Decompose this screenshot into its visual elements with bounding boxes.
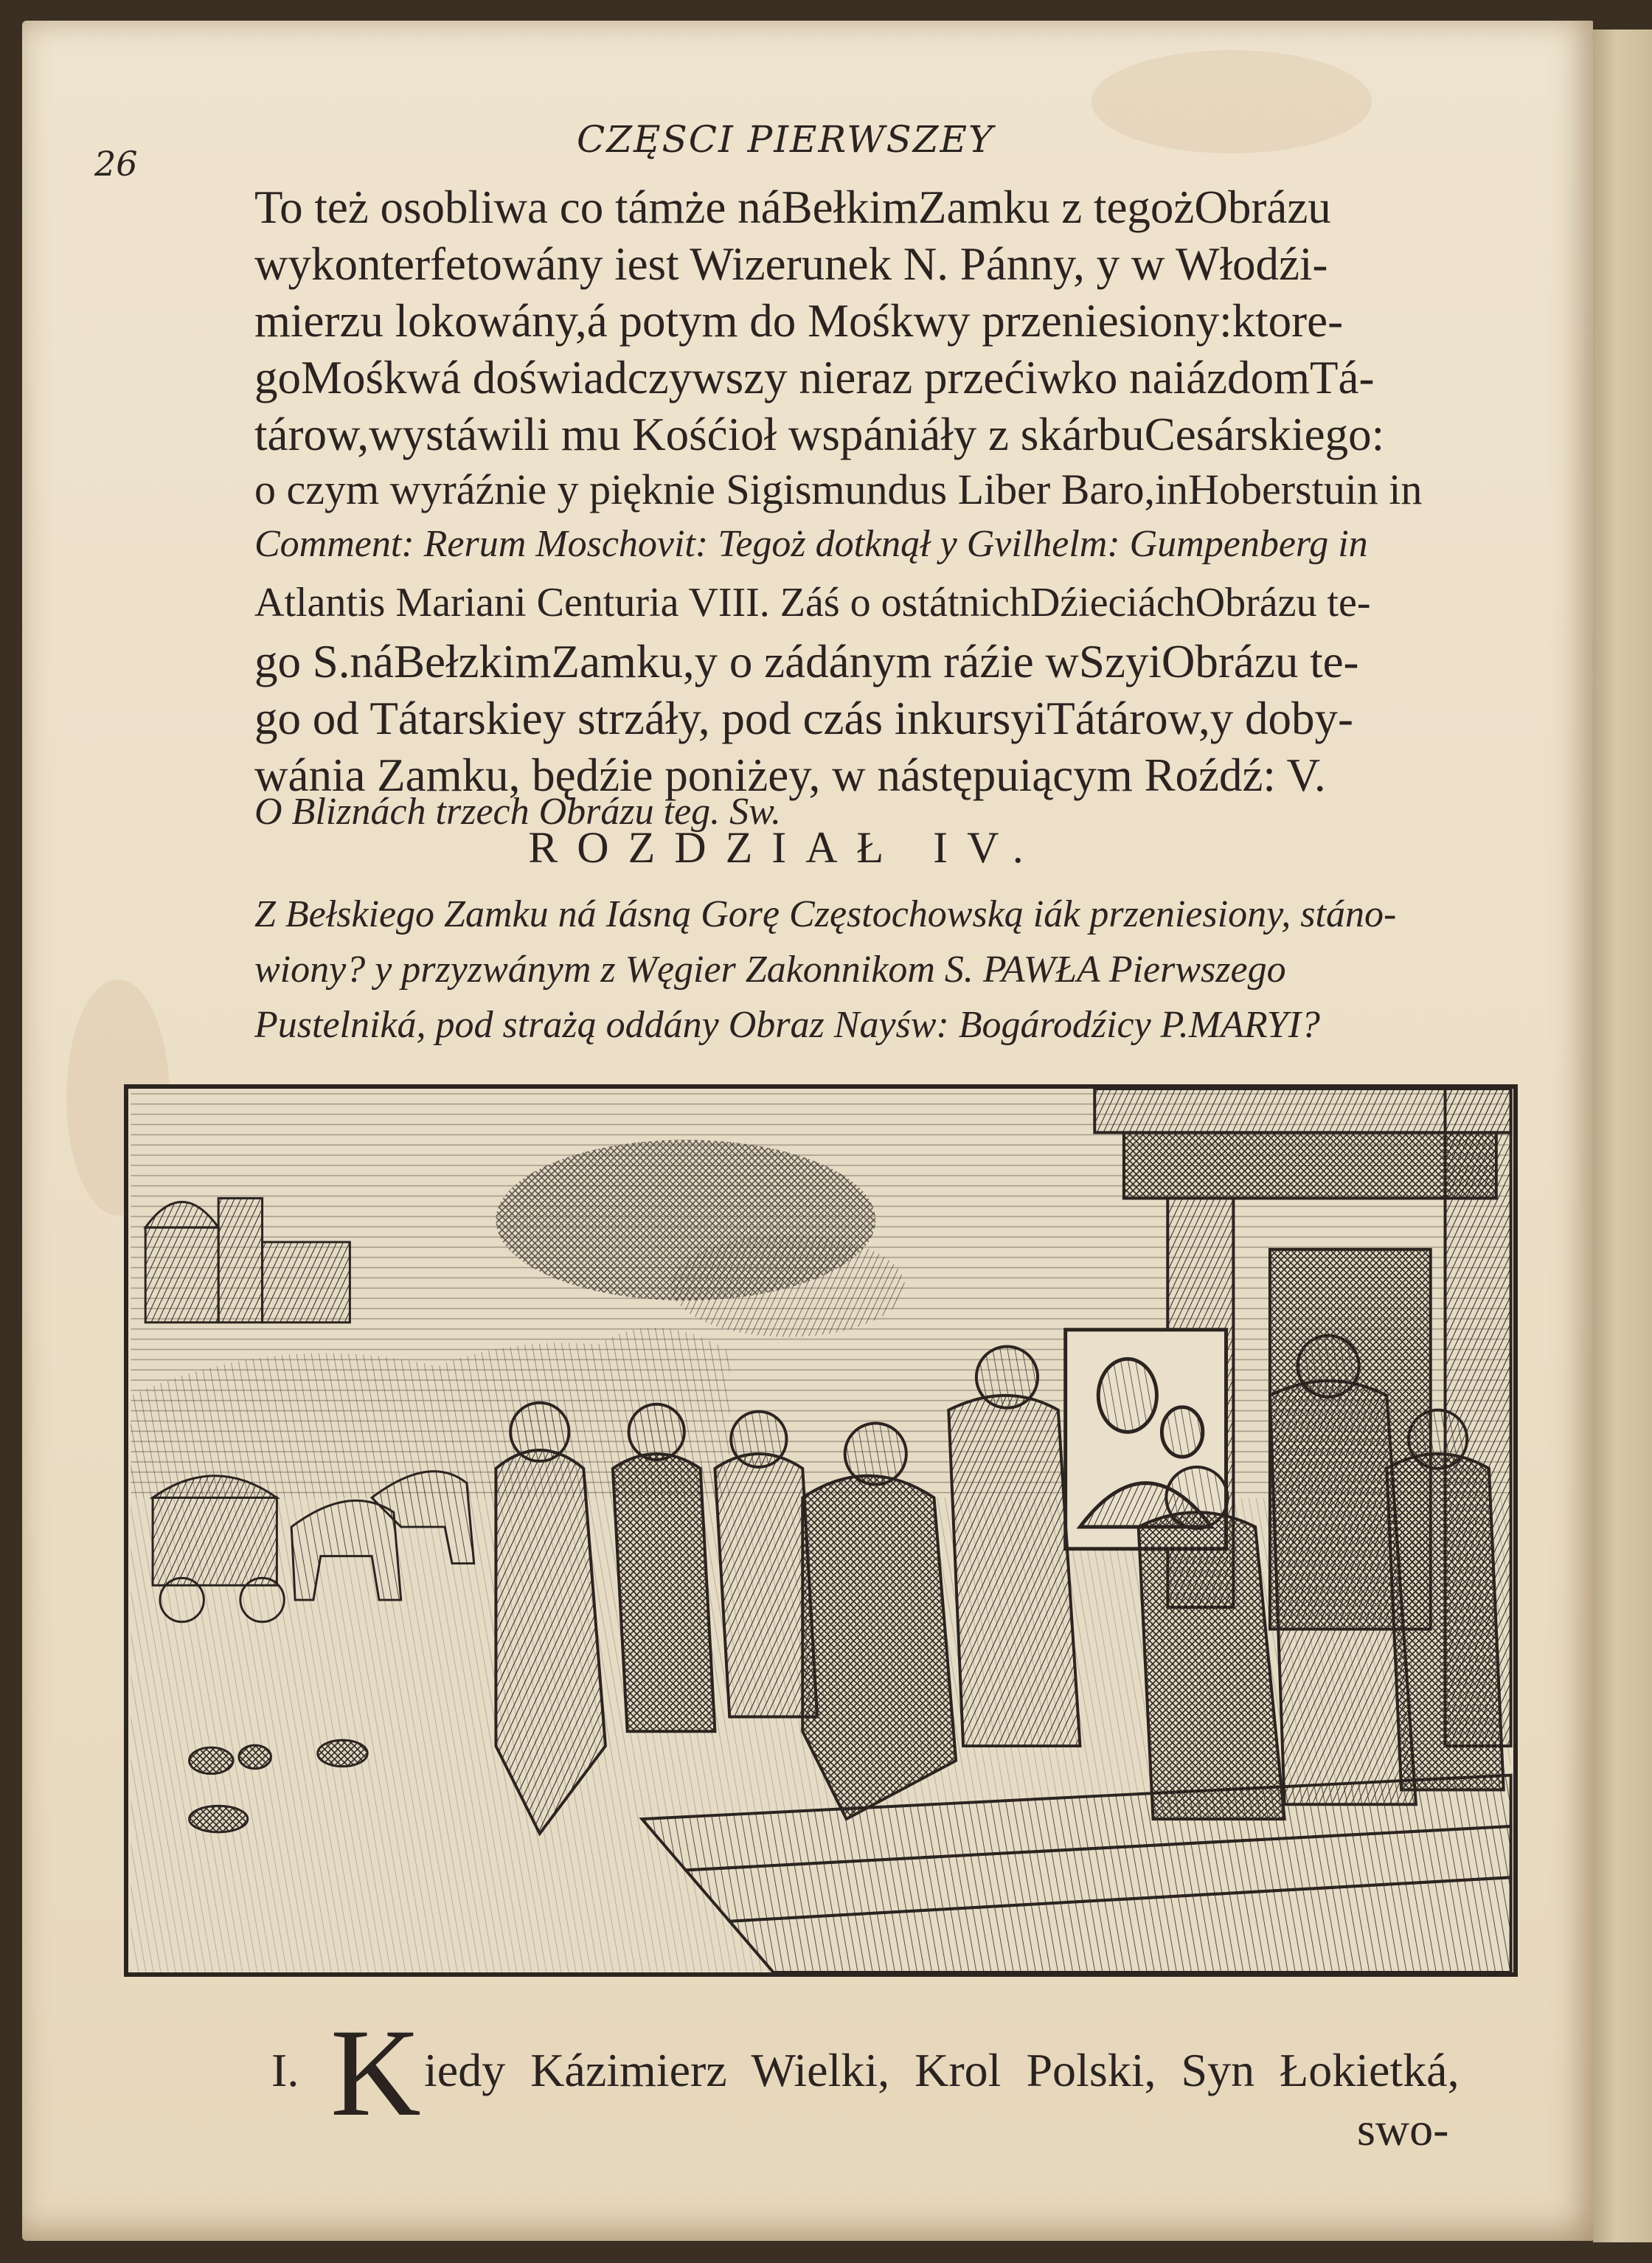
text-line: go od Tátarskiey strzáły, pod czás inkursyiTátárow,y doby- [254, 693, 1354, 744]
text-line: O Bliznách trzech Obrázu teg. Sw. [254, 791, 781, 833]
text-line: To też osobliwa co támże náBełkimZamku z tegożObrázu [254, 181, 1331, 233]
text-line: go S.náBełzkimZamku,y o zádánym ráźie wSzyiObrázu te- [254, 636, 1359, 687]
text-line: o czym wyráźnie y pięknie Sigismundus Liber Baro,inHoberstuin in [254, 465, 1423, 513]
text-line: goMośkwá doświadczywszy nieraz przećiwko naiázdomTá- [254, 352, 1375, 403]
text-line: mierzu lokowány,á potym do Mośkwy przeniesiony:ktore- [254, 295, 1344, 347]
text-line: wykonterfetowány iest Wizerunek N. Pánny, y w Włodźi- [254, 238, 1328, 290]
cloud [671, 1235, 905, 1337]
body-first-line: iedy Kázimierz Wielki, Krol Polski, Syn Łokietká, [424, 2044, 1460, 2096]
facing-page-edge [1593, 30, 1652, 2242]
chapter-subtitle-line: wiony? y przyzwánym z Węgier Zakonnikom S. PAWŁA Pierwszego [254, 949, 1286, 991]
text-line: Atlantis Mariani Centuria VIII. Záś o ostátnichDźieciáchObrázu te- [254, 580, 1371, 625]
section-number: I. [271, 2044, 299, 2096]
chapter-heading: ROZDZIAŁ IV. [528, 823, 1043, 872]
engraving-illustration [124, 1084, 1518, 1977]
text-line: Comment: Rerum Moschovit: Tegoż dotknął y Gvilhelm: Gumpenberg in [254, 523, 1368, 565]
drop-cap: K [330, 2003, 421, 2142]
chapter-subtitle-line: Z Bełskiego Zamku ná Iásną Gorę Częstochowską iák przeniesiony, stáno- [254, 893, 1397, 935]
text-line: wánia Zamku, będźie poniżey, w nástępuiącym Roźdź: V. [254, 749, 1326, 801]
page-number: 26 [94, 144, 138, 184]
text-line: tárow,wystáwili mu Kośćioł wspániáły z skárbuCesárskiego: [254, 409, 1385, 460]
engraving-drawing [128, 1089, 1513, 1972]
catchword: swo- [1357, 2103, 1449, 2155]
running-head: CZĘSCI PIERWSZEY [577, 118, 994, 161]
chapter-subtitle-line: Pustelniká, pod strażą oddány Obraz Nayśw: Bogárodźicy P.MARYI? [254, 1004, 1320, 1046]
